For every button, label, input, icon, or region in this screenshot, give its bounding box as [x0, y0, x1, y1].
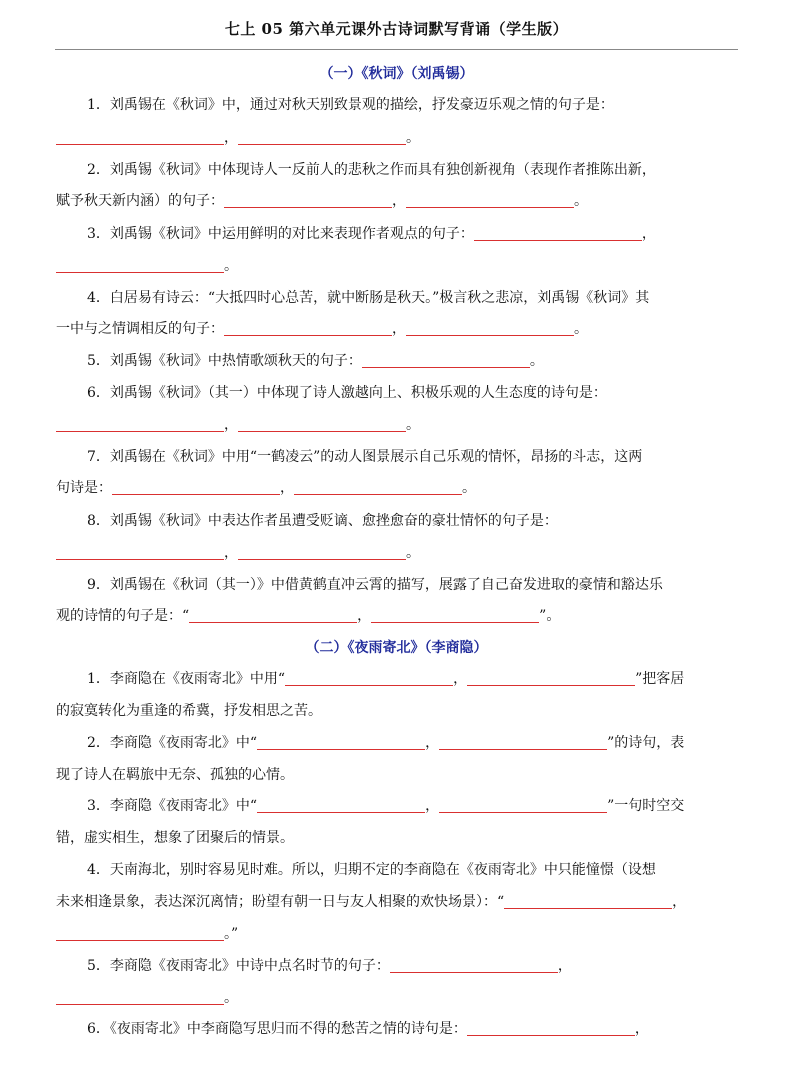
answer-blank[interactable] — [238, 417, 406, 432]
answer-blank[interactable] — [257, 798, 425, 813]
answer-blank[interactable] — [56, 990, 224, 1005]
answer-line: 句诗是： ， 。 — [56, 480, 476, 496]
question-line: 3．李商隐《夜雨寄北》中“ ， ”一句时空交 — [87, 798, 685, 814]
question-line: 6．《夜雨寄北》中李商隐写思归而不得的愁苦之情的诗句是： ， — [87, 1021, 649, 1037]
question-line: 5．李商隐《夜雨寄北》中诗中点名时节的句子： ， — [87, 958, 572, 974]
answer-blank[interactable] — [362, 353, 530, 368]
answer-line: 未来相逢景象，表达深沉离情；盼望有朝一日与友人相聚的欢快场景）：“ ， — [56, 894, 687, 910]
answer-blank[interactable] — [406, 321, 574, 336]
question-text: 8．刘禹锡《秋词》中表达作者虽遭受贬谪、愈挫愈奋的豪壮情怀的句子是： — [87, 513, 558, 529]
answer-blank[interactable] — [504, 894, 672, 909]
question-line: 5．刘禹锡《秋词》中热情歌颂秋天的句子： 。 — [87, 353, 544, 369]
question-text: 9．刘禹锡在《秋词（其一）》中借黄鹤直冲云霄的描写，展露了自己奋发进取的豪情和豁达乐 — [87, 577, 663, 593]
page-title: 七上 05 第六单元课外古诗词默写背诵（学生版） — [224, 20, 569, 38]
question-text: 4．白居易有诗云：“大抵四时心总苦，就中断肠是秋天。”极言秋之悲凉，刘禹锡《秋词》其 — [87, 290, 650, 306]
question-text: 7．刘禹锡在《秋词》中用“一鹤凌云”的动人图景展示自己乐观的情怀，昂扬的斗志，这两 — [87, 449, 643, 465]
answer-blank[interactable] — [467, 1021, 635, 1036]
answer-line: ， 。 — [56, 415, 740, 435]
answer-blank[interactable] — [371, 608, 539, 623]
answer-blank[interactable] — [439, 735, 607, 750]
answer-blank[interactable] — [474, 226, 642, 241]
question-line: 3．刘禹锡《秋词》中运用鲜明的对比来表现作者观点的句子： ， — [87, 226, 656, 242]
question-text: 2．刘禹锡《秋词》中体现诗人一反前人的悲秋之作而具有独创新视角（表现作者推陈出新， — [87, 162, 656, 178]
answer-line: ， 。 — [56, 128, 740, 148]
answer-blank[interactable] — [56, 258, 224, 273]
answer-blank[interactable] — [294, 480, 462, 495]
title-divider — [55, 49, 738, 50]
answer-blank[interactable] — [238, 130, 406, 145]
answer-blank[interactable] — [112, 480, 280, 495]
answer-line: 观的诗情的句子是：“ ， ”。 — [56, 608, 561, 624]
answer-blank[interactable] — [56, 545, 224, 560]
answer-line: 一中与之情调相反的句子： ， 。 — [56, 321, 588, 337]
question-text: 的寂寞转化为重逢的希冀，抒发相思之苦。 — [56, 703, 322, 719]
section-heading-yeyujibei: （二）《夜雨寄北》（李商隐） — [305, 640, 488, 656]
answer-line: 。 — [56, 988, 740, 1008]
question-text: 现了诗人在羁旅中无奈、孤独的心情。 — [56, 767, 294, 783]
answer-blank[interactable] — [56, 130, 224, 145]
answer-blank[interactable] — [439, 798, 607, 813]
question-text: 错，虚实相生，想象了团聚后的情景。 — [56, 830, 294, 846]
answer-blank[interactable] — [285, 671, 453, 686]
answer-blank[interactable] — [406, 193, 574, 208]
answer-blank[interactable] — [257, 735, 425, 750]
answer-line: 。” — [56, 924, 740, 944]
question-line: 1．李商隐在《夜雨寄北》中用“ ， ”把客居 — [87, 671, 685, 687]
answer-blank[interactable] — [56, 926, 224, 941]
answer-blank[interactable] — [467, 671, 635, 686]
answer-blank[interactable] — [390, 958, 558, 973]
answer-blank[interactable] — [189, 608, 357, 623]
answer-line: 。 — [56, 256, 740, 276]
answer-blank[interactable] — [56, 417, 224, 432]
answer-line: ， 。 — [56, 543, 740, 563]
answer-blank[interactable] — [238, 545, 406, 560]
answer-blank[interactable] — [224, 321, 392, 336]
answer-line: 赋予秋天新内涵）的句子： ， 。 — [56, 193, 588, 209]
answer-blank[interactable] — [224, 193, 392, 208]
question-text: 1．刘禹锡在《秋词》中，通过对秋天别致景观的描绘，抒发豪迈乐观之情的句子是： — [87, 97, 614, 113]
question-text: 4．天南海北，别时容易见时难。所以，归期不定的李商隐在《夜雨寄北》中只能憧憬（设想 — [87, 862, 656, 878]
section-heading-qiuci: （一）《秋词》（刘禹锡） — [319, 66, 474, 82]
question-text: 6．刘禹锡《秋词》（其一）中体现了诗人激越向上、积极乐观的人生态度的诗句是： — [87, 385, 607, 401]
question-line: 2．李商隐《夜雨寄北》中“ ， ”的诗句，表 — [87, 735, 685, 751]
